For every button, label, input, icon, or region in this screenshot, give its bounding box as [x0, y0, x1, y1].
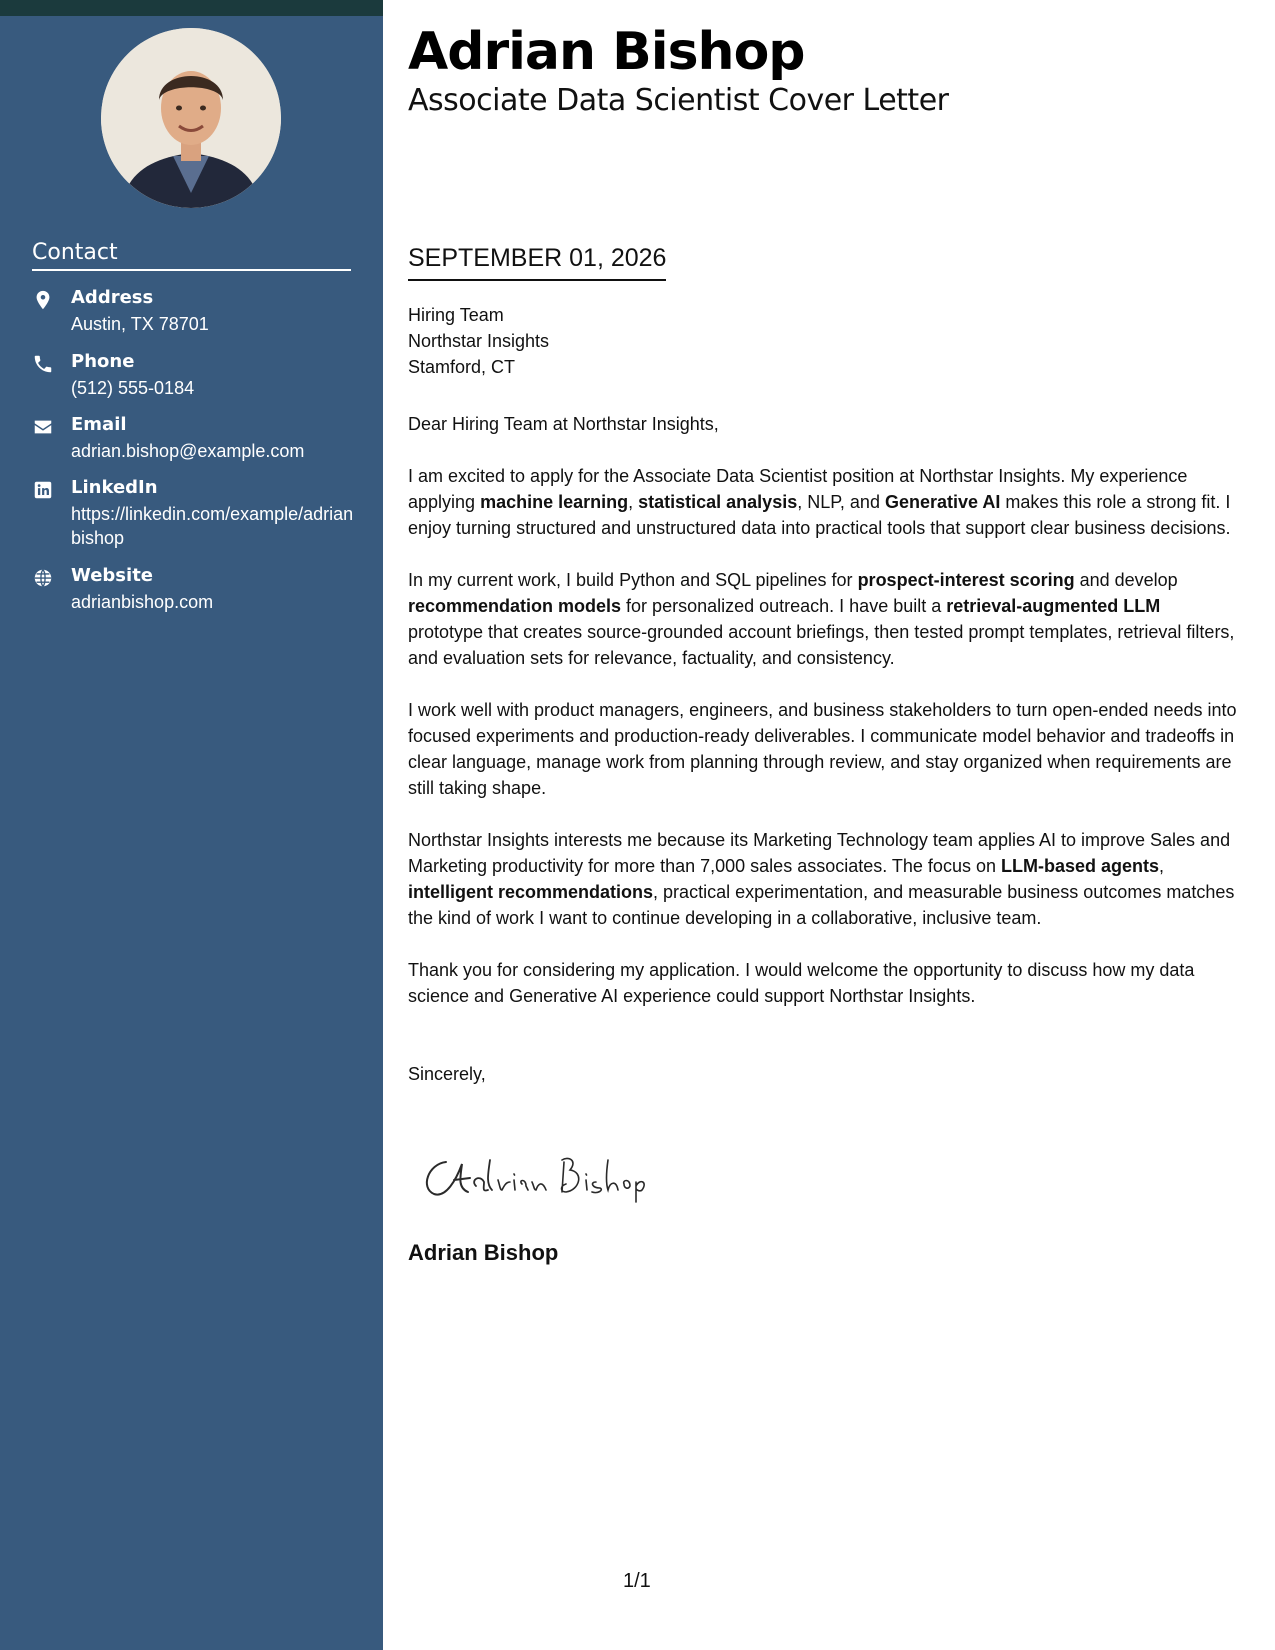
sidebar-top-bar: [0, 0, 383, 16]
phone-icon: [32, 353, 58, 379]
salutation: Dear Hiring Team at Northstar Insights,: [408, 414, 719, 434]
paragraph-1: I am excited to apply for the Associate Data Scientist position at Northstar Insights. My experience applying machine learning, statistical analysis, NLP, and Generative AI makes this role a strong fit. I enjoy turning structured and unstructured data into practical tools that support clear business decisions.: [408, 466, 1231, 538]
contact-value[interactable]: adrian.bishop@example.com: [71, 441, 305, 461]
sidebar: [0, 0, 383, 1650]
contact-value: Austin, TX 78701: [71, 314, 209, 334]
contact-label: Address: [71, 287, 154, 308]
page-number: 1/1: [623, 1570, 651, 1592]
profile-photo: [101, 28, 281, 208]
recipient-line: Stamford, CT: [408, 357, 516, 377]
linkedin-icon: [32, 479, 58, 505]
recipient-block: [408, 302, 549, 380]
contact-label: Phone: [71, 351, 135, 372]
recipient-line: Northstar Insights: [408, 331, 550, 351]
handwritten-signature: [418, 1150, 658, 1205]
closing: Sincerely,: [408, 1064, 486, 1084]
letter-date: SEPTEMBER 01, 2026: [408, 244, 666, 281]
contact-label: Email: [71, 414, 127, 435]
contact-value: (512) 555-0184: [71, 378, 195, 398]
applicant-name: Adrian Bishop: [408, 22, 805, 82]
recipient-line: Hiring Team: [408, 305, 504, 325]
signer-name: Adrian Bishop: [408, 1240, 559, 1265]
contact-label: LinkedIn: [71, 477, 158, 498]
paragraph-4: Northstar Insights interests me because its Marketing Technology team applies AI to improve Sales and Marketing productivity for more than 7,000 sales associates. The focus on LLM-based agents, intelligent recommendations, practical experimentation, and measurable business outcomes matches the kind of work I want to continue developing in a collaborative, inclusive team.: [408, 830, 1235, 928]
contact-value[interactable]: https://linkedin.com/example/adrianbishop: [71, 504, 354, 548]
contact-heading: Contact: [32, 240, 351, 271]
globe-icon: [32, 567, 58, 593]
contact-value[interactable]: adrianbishop.com: [71, 592, 214, 612]
map-pin-icon: [32, 289, 58, 315]
paragraph-5: Thank you for considering my application. I would welcome the opportunity to discuss how my data science and Generative AI experience could support Northstar Insights.: [408, 960, 1195, 1006]
contact-label: Website: [71, 565, 154, 586]
paragraph-2: In my current work, I build Python and SQL pipelines for prospect-interest scoring and develop recommendation models for personalized outreach. I have built a retrieval-augmented LLM prototype that creates source-grounded account briefings, then tested prompt templates, retrieval filters, and evaluation sets for relevance, factuality, and consistency.: [408, 570, 1235, 668]
letter-body: [408, 411, 1240, 1113]
document-subtitle: Associate Data Scientist Cover Letter: [408, 83, 949, 118]
paragraph-3: I work well with product managers, engineers, and business stakeholders to turn open-ended needs into focused experiments and production-ready deliverables. I communicate model behavior and tradeoffs in clear language, manage work from planning through review, and stay organized when requirements are still taking shape.: [408, 700, 1237, 798]
envelope-icon: [32, 416, 58, 442]
